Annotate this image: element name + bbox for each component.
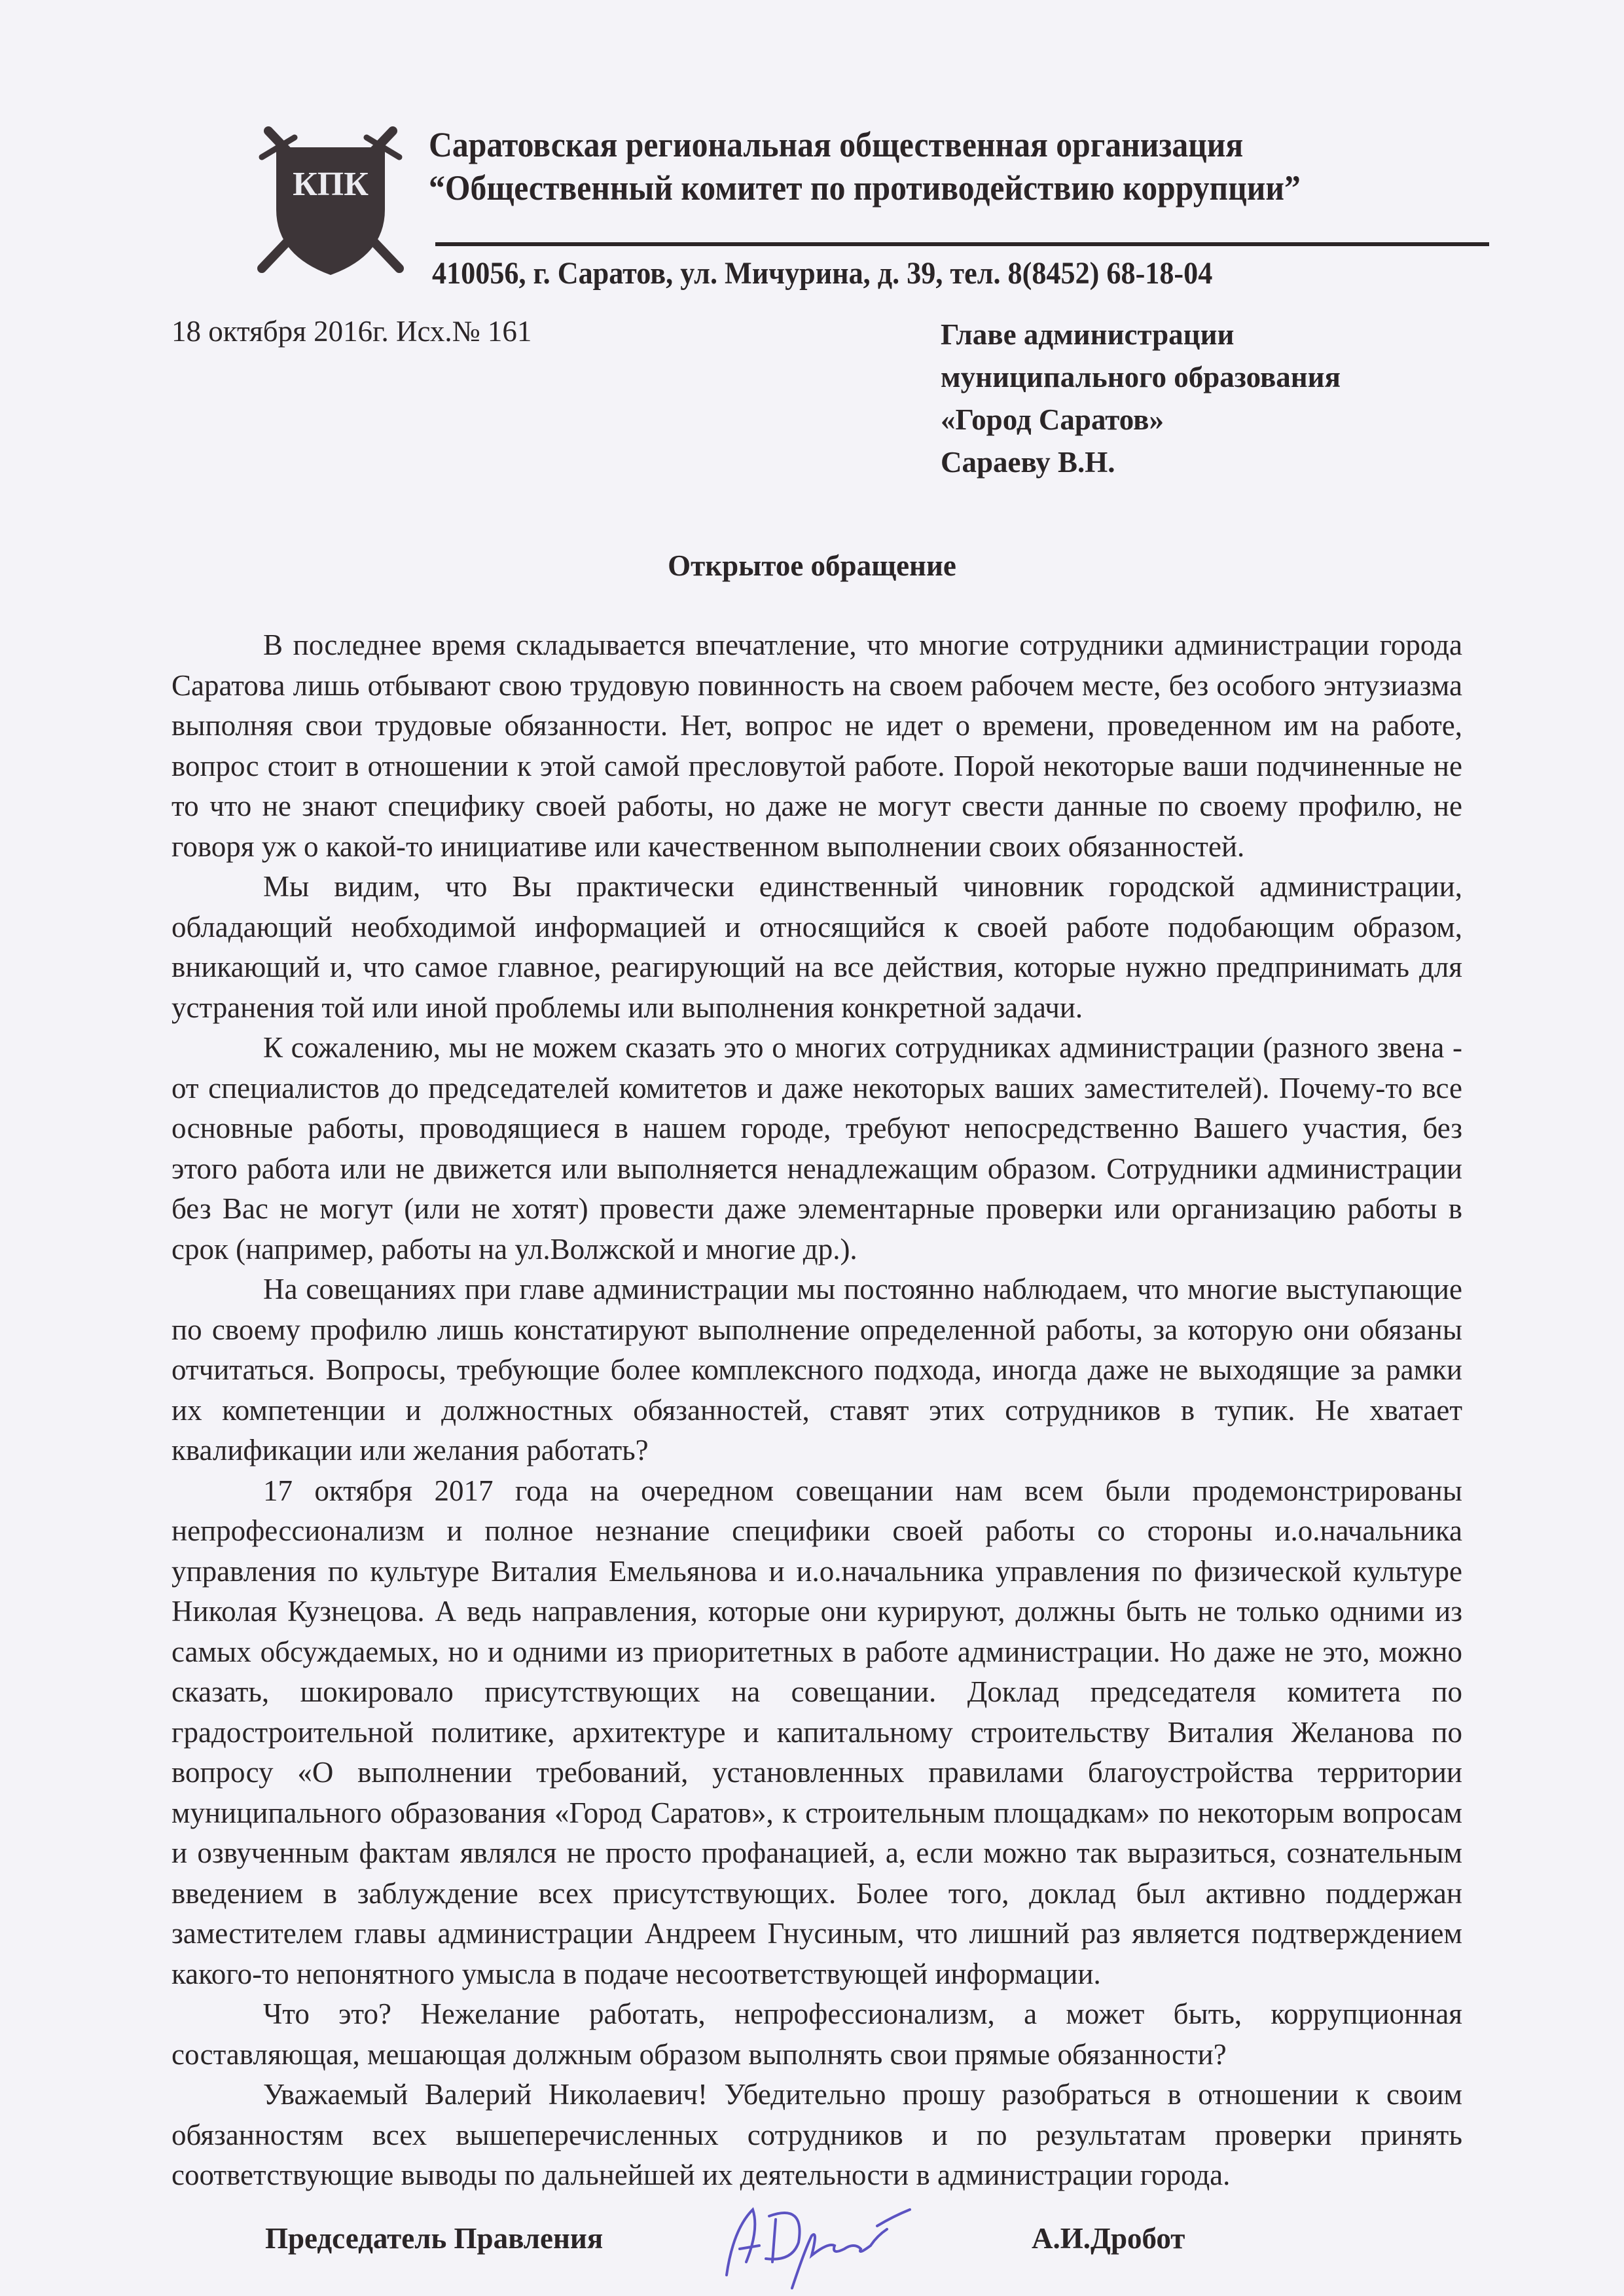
- paragraph: В последнее время складывается впечатление, что многие сотрудники администрации города Саратова лишь отбывают свою трудовую повинность на своем рабочем месте, без особого энтузиазма выполняя свои трудовые обязанности. Нет, вопрос не идет о времени, проведенном им на работе, вопрос стоит в отношении к этой самой пресловутой работе. Порой некоторые ваши подчиненные не то что не знают специфику своей работы, но даже не могут свести данные по своему профилю, не говоря уж о какой-то инициативе или качественном выполнении своих обязанностей.: [171, 629, 1462, 863]
- addressee-block: [941, 314, 1341, 484]
- paragraph: Мы видим, что Вы практически единственный чиновник городской администрации, обладающий необходимой информацией и относящийся к своей работе подобающим образом, вникающий и, что самое главное, реагирующий на все действия, которые нужно предпринимать для устранения той или иной проблемы или выполнения конкретной задачи.: [171, 870, 1462, 1024]
- paragraph: Что это? Нежелание работать, непрофессионализм, а может быть, коррупционная составляющая, мешающая должным образом выполнять свои прямые обязанности?: [171, 1997, 1462, 2071]
- signatory-role: Председатель Правления: [265, 2222, 604, 2255]
- shield-logo-icon: [242, 111, 445, 288]
- handwritten-signature-icon: [713, 2190, 936, 2295]
- addressee-line: Главе администрации: [941, 318, 1235, 351]
- paragraph: Уважаемый Валерий Николаевич! Убедительно прошу разобраться в отношении к своим обязанностям всех вышеперечисленных сотрудников и по результатам проверки принять соответствующие выводы по дальнейшей их деятельности в администрации города.: [171, 2078, 1462, 2191]
- signatory-name: А.И.Дробот: [1032, 2222, 1185, 2255]
- logo-text: КПК: [293, 166, 369, 203]
- organization-name-line1: Саратовская региональная общественная организация: [429, 125, 1244, 164]
- addressee-line: «Город Саратов»: [941, 403, 1164, 436]
- paragraph: 17 октября 2017 года на очередном совещании нам всем были продемонстрированы непрофессионализм и полное незнание специфики своей работы со стороны и.о.начальника управления по культуре Виталия Емельянова и и.о.начальника управления по физической культуре Николая Кузнецова. А ведь направления, которые они курируют, должны быть не только одними из самых обсуждаемых, но и одними из приоритетных в работе администрации. Но даже не это, можно сказать, шокировало присутствующих на совещании. Доклад председателя комитета по градостроительной политике, архитектуре и капитальному строительству Виталия Желанова по вопросу «О выполнении требований, установленных правилами благоустройства территории муниципального образования «Город Саратов», к строительным площадкам» по некоторым вопросам и озвученным фактам являлся не просто профанацией, а, если можно так выразиться, сознательным введением в заблуждение всех присутствующих. Более того, доклад был активно поддержан заместителем главы администрации Андреем Гнусиным, что лишний раз является подтверждением какого-то непонятного умысла в подаче несоответствующей информации.: [171, 1474, 1462, 1990]
- organization-name-line2: “Общественный комитет по противодействию коррупции”: [429, 168, 1301, 208]
- addressee-line: Сараеву В.Н.: [941, 446, 1115, 479]
- letter-body: [171, 625, 1462, 2196]
- letterhead-divider: [435, 242, 1489, 246]
- date-reference: 18 октября 2016г. Исх.№ 161: [171, 315, 532, 348]
- addressee-line: муниципального образования: [941, 361, 1341, 393]
- document-title: Открытое обращение: [668, 549, 956, 582]
- organization-address: 410056, г. Саратов, ул. Мичурина, д. 39, тел. 8(8452) 68-18-04: [432, 256, 1213, 291]
- organization-name: [429, 123, 1301, 210]
- paragraph: На совещаниях при главе администрации мы постоянно наблюдаем, что многие выступающие по своему профилю лишь констатируют выполнение определенной работы, за которую они обязаны отчитаться. Вопросы, требующие более комплексного подхода, иногда даже не выходящие за рамки их компетенции и должностных обязанностей, ставят этих сотрудников в тупик. Не хватает квалификации или желания работать?: [171, 1273, 1462, 1467]
- letterhead: [242, 111, 1486, 291]
- paragraph: К сожалению, мы не можем сказать это о многих сотрудниках администрации (разного звена - от специалистов до председателей комитетов и даже некоторых ваших заместителей). Почему-то все основные работы, проводящиеся в нашем городе, требуют непосредственно Вашего участия, без этого работа или не движется или выполняется ненадлежащим образом. Сотрудники администрации без Вас не могут (или не хотят) провести даже элементарные проверки или организацию работы в срок (например, работы на ул.Волжской и многие др.).: [171, 1031, 1462, 1266]
- signature-block: [0, 2216, 1624, 2288]
